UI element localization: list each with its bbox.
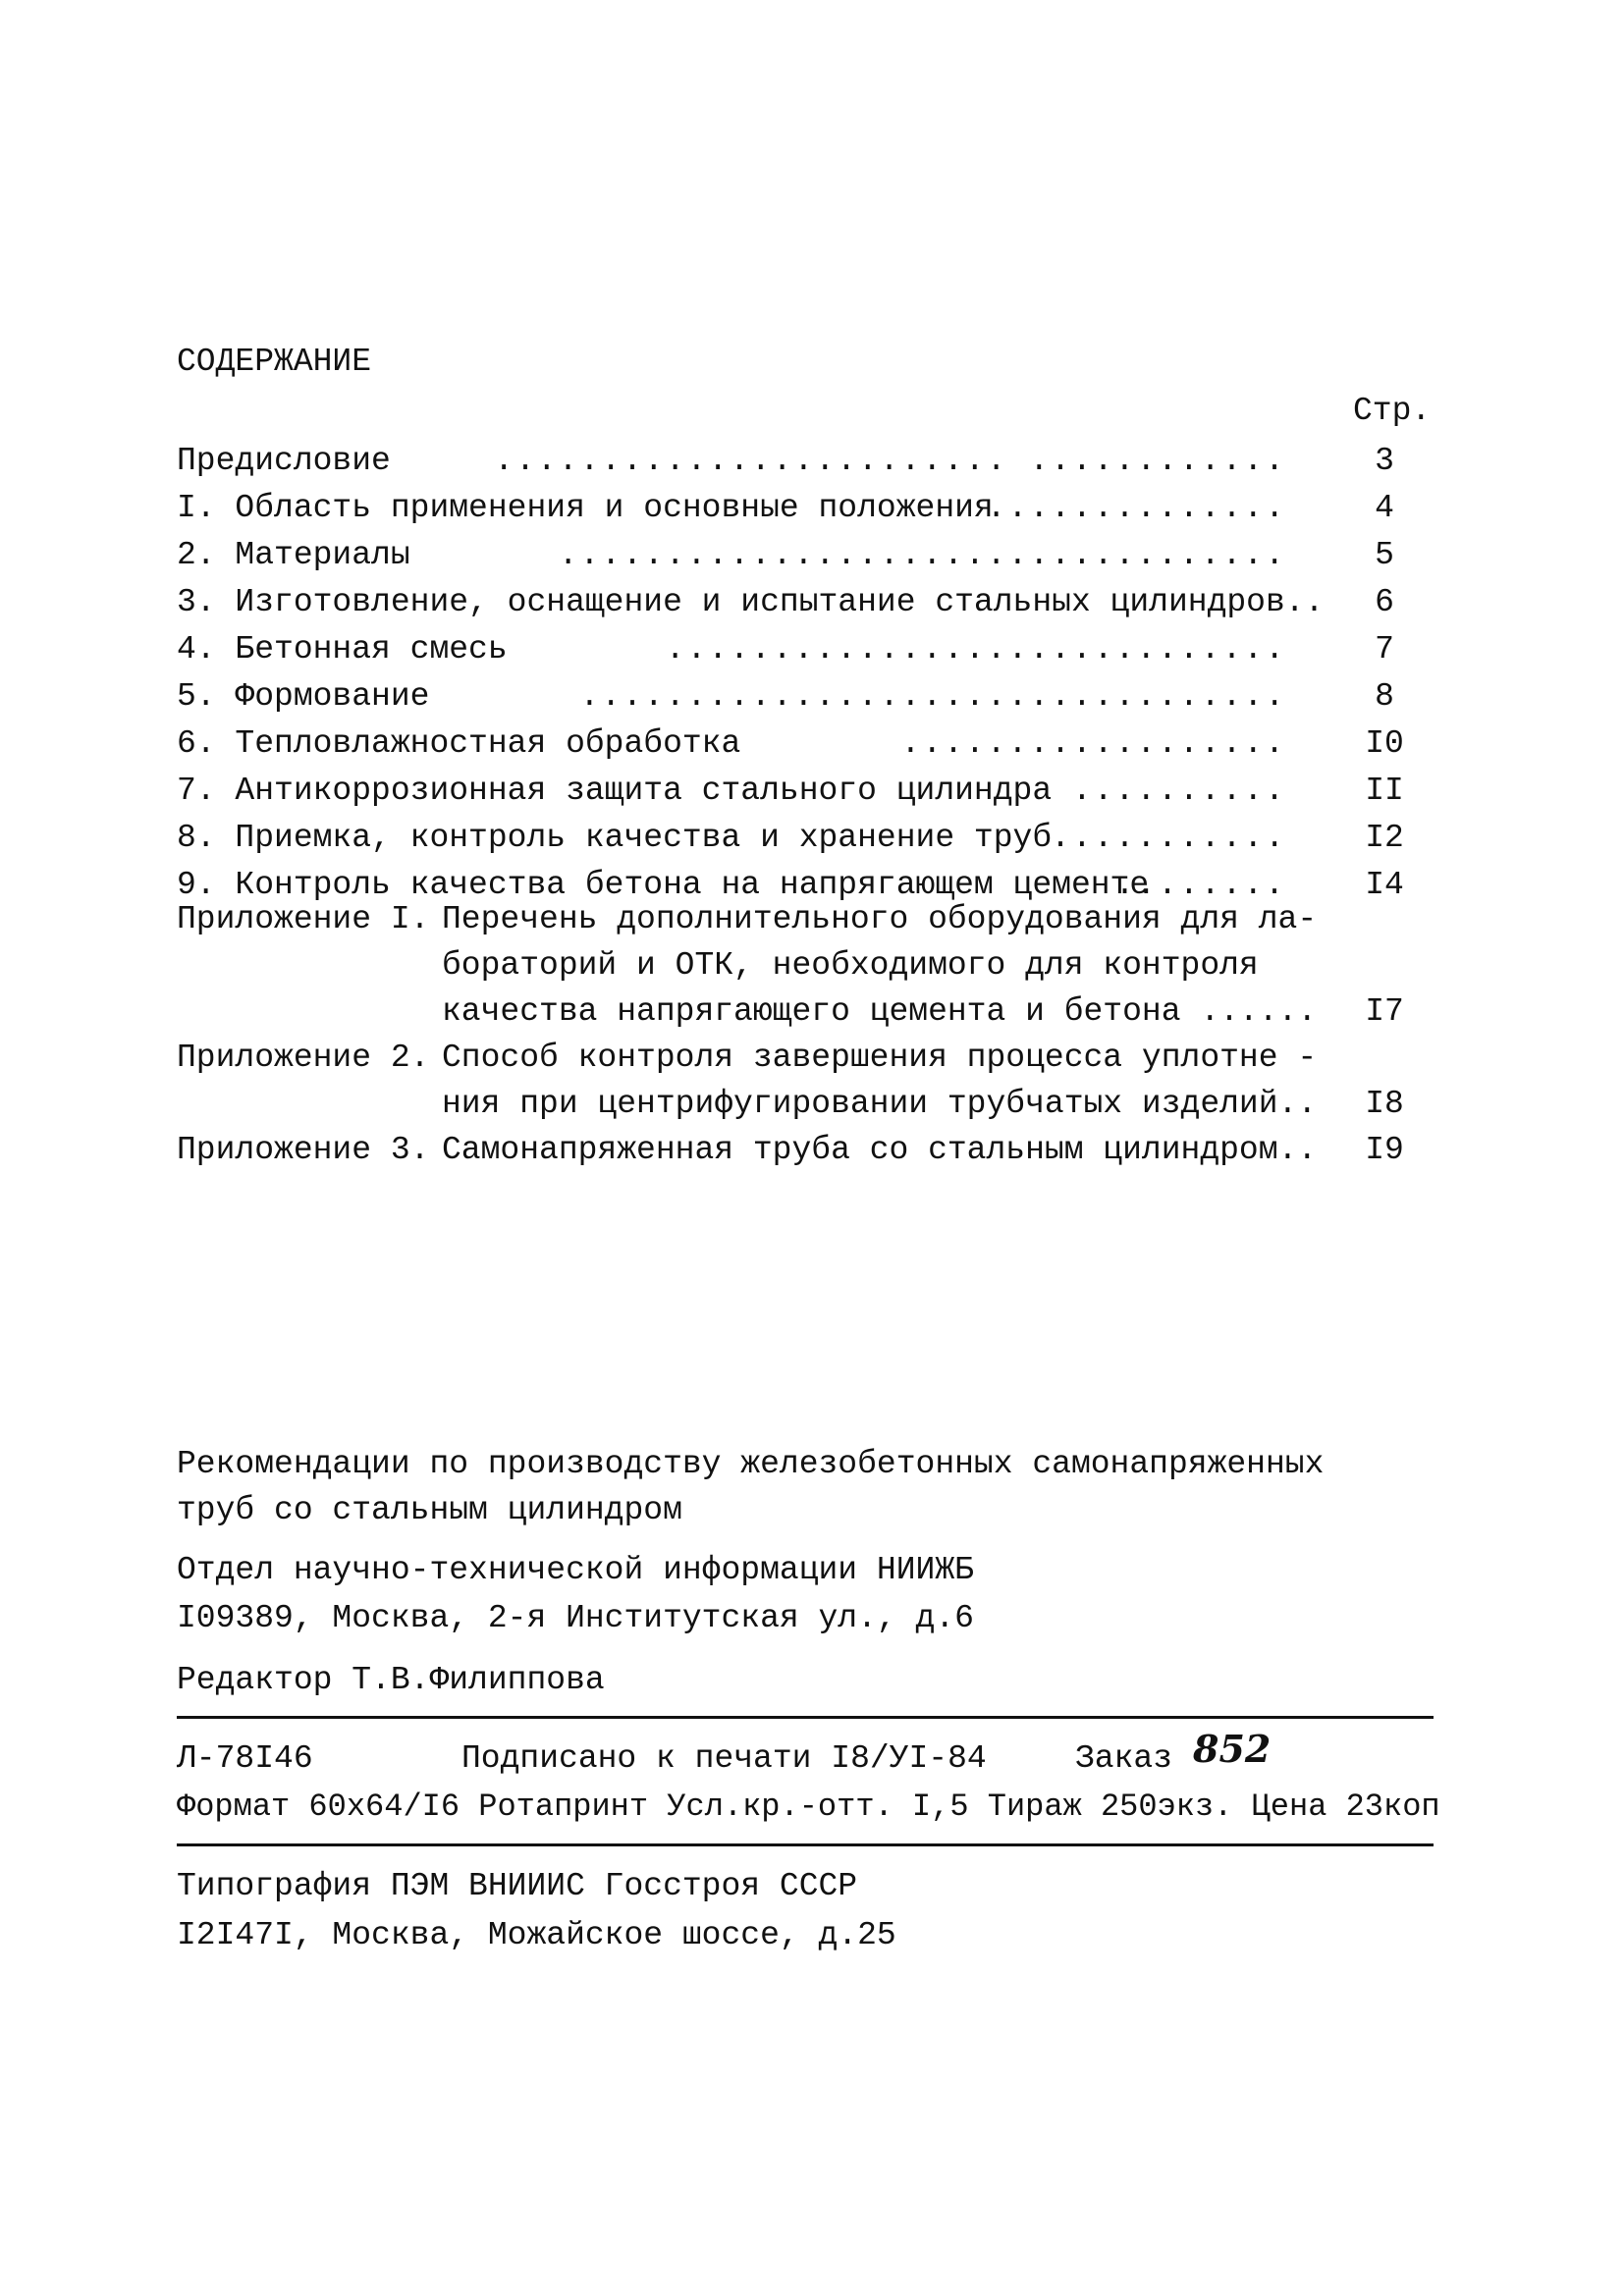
- toc-appendix-2[interactable]: [177, 1040, 1434, 1122]
- toc-page-number: 5: [1375, 537, 1394, 573]
- toc-leader-dots: ..........: [1071, 773, 1286, 809]
- toc-entry-label: 3. Изготовление, оснащение и испытание стальных цилиндров..: [177, 584, 1325, 620]
- toc-entry-label: 7. Антикоррозионная защита стального цилиндра: [177, 773, 1053, 809]
- appendix-line: ния при центрифугировании трубчатых изделий..: [442, 1086, 1318, 1122]
- toc-entry[interactable]: [177, 680, 1434, 727]
- toc-entry-label: 5. Формование: [177, 678, 430, 715]
- divider-bottom: [177, 1843, 1434, 1846]
- toc-leader-dots: ..................................: [558, 537, 1286, 573]
- toc-leader-dots: ..............: [986, 490, 1286, 526]
- appendix-line: бораторий и ОТК, необходимого для контроля: [442, 947, 1259, 984]
- book-title-line-2: труб со стальным цилиндром: [177, 1492, 682, 1528]
- toc-appendix-1[interactable]: [177, 901, 1434, 1030]
- appendix-line: Самонапряженная труба со стальным цилиндром..: [442, 1132, 1318, 1168]
- toc-entry[interactable]: [177, 445, 1434, 492]
- toc-page-number: 8: [1375, 678, 1394, 715]
- appendix-prefix: Приложение I.: [177, 901, 430, 937]
- toc-leader-dots: ...........: [1051, 820, 1286, 856]
- signed-to-print: Подписано к печати I8/УI-84: [461, 1740, 987, 1777]
- toc-page-number: I9: [1365, 1132, 1404, 1168]
- toc-entry-label: 2. Материалы: [177, 537, 410, 573]
- toc-leader-dots: ........................ ............: [494, 443, 1286, 479]
- toc-page-number: II: [1365, 773, 1404, 809]
- order-label: Заказ: [1075, 1740, 1173, 1777]
- toc-leader-dots: .................................: [579, 678, 1286, 715]
- publisher-address: I09389, Москва, 2-я Институтская ул., д.6: [177, 1600, 974, 1636]
- toc-page-number: I7: [1365, 993, 1404, 1030]
- toc-entry[interactable]: [177, 633, 1434, 680]
- appendix-prefix: Приложение 3.: [177, 1132, 430, 1168]
- page-column-heading: Стр.: [1353, 393, 1432, 429]
- toc-page-number: I4: [1365, 867, 1404, 903]
- toc-entry[interactable]: [177, 774, 1434, 822]
- toc-entry-label: 9. Контроль качества бетона на напрягающем цементе: [177, 867, 1150, 903]
- printer-name: Типография ПЭМ ВНИИИС Госстроя СССР: [177, 1868, 858, 1904]
- publication-code: Л-78I46: [177, 1740, 313, 1777]
- printer-address: I2I47I, Москва, Можайское шоссе, д.25: [177, 1917, 896, 1953]
- toc-page-number: I2: [1365, 820, 1404, 856]
- publisher-department: Отдел научно-технической информации НИИЖБ: [177, 1552, 974, 1588]
- toc-page-number: 4: [1375, 490, 1394, 526]
- format-line: Формат 60х64/I6 Ротапринт Усл.кр.-отт. I,5 Тираж 250экз. Цена 23коп: [177, 1789, 1440, 1825]
- toc-page-number: I0: [1365, 725, 1404, 762]
- appendix-line: качества напрягающего цемента и бетона ......: [442, 993, 1318, 1030]
- toc-entry-label: 8. Приемка, контроль качества и хранение труб: [177, 820, 1053, 856]
- toc-entry[interactable]: [177, 539, 1434, 586]
- toc-page-number: 3: [1375, 443, 1394, 479]
- toc-entry-label: 4. Бетонная смесь: [177, 631, 508, 667]
- toc-page-number: 6: [1375, 584, 1394, 620]
- appendix-line: Перечень дополнительного оборудования для ла-: [442, 901, 1318, 937]
- toc-entry[interactable]: [177, 822, 1434, 869]
- toc-entry[interactable]: [177, 727, 1434, 774]
- appendix-prefix: Приложение 2.: [177, 1040, 430, 1076]
- toc-leader-dots: ..................: [900, 725, 1286, 762]
- toc-entry-label: Предисловие: [177, 443, 391, 479]
- order-number-handwritten: 852: [1193, 1727, 1272, 1771]
- toc-leader-dots: .............................: [665, 631, 1286, 667]
- toc-entry-label: I. Область применения и основные положения: [177, 490, 994, 526]
- toc-heading: СОДЕРЖАНИЕ: [177, 344, 372, 380]
- appendix-line: Способ контроля завершения процесса уплотне -: [442, 1040, 1318, 1076]
- divider-top: [177, 1716, 1434, 1719]
- toc-entry-label: 6. Тепловлажностная обработка: [177, 725, 741, 762]
- book-title-line-1: Рекомендации по производству железобетонных самонапряженных: [177, 1446, 1325, 1482]
- toc-appendix-3[interactable]: [177, 1134, 1434, 1181]
- toc-entry[interactable]: [177, 492, 1434, 539]
- toc-leader-dots: ........: [1114, 867, 1286, 903]
- toc-entry[interactable]: [177, 586, 1434, 633]
- editor-line: Редактор Т.В.Филиппова: [177, 1662, 605, 1698]
- toc-page-number: I8: [1365, 1086, 1404, 1122]
- toc-page-number: 7: [1375, 631, 1394, 667]
